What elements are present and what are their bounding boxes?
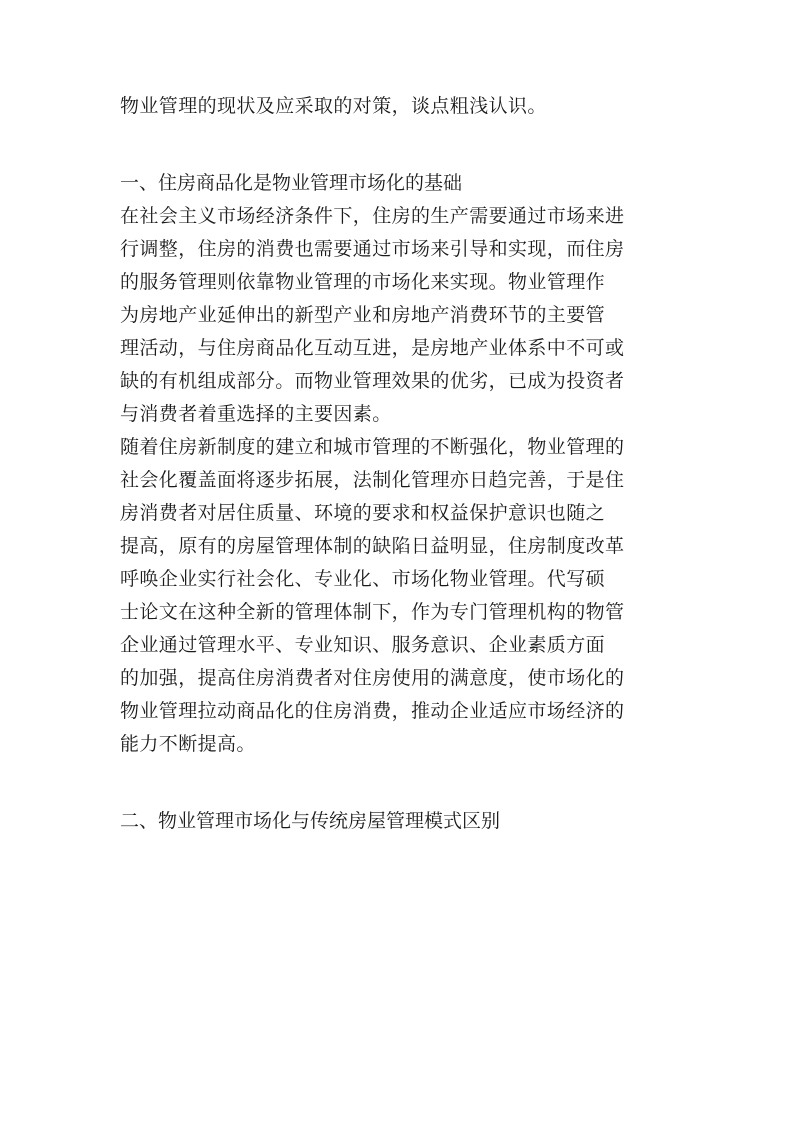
paragraph-line: 的加强，提高住房消费者对住房使用的满意度，使市场化的 — [120, 667, 625, 689]
paragraph-line: 提高，原有的房屋管理体制的缺陷日益明显，住房制度改革 — [120, 535, 625, 557]
paragraph-line: 士论文在这种全新的管理体制下，作为专门管理机构的物管 — [120, 601, 625, 623]
paragraph-line: 缺的有机组成部分。而物业管理效果的优劣，已成为投资者 — [120, 370, 625, 392]
spacer — [120, 761, 680, 805]
section-2-heading: 二、物业管理市场化与传统房屋管理模式区别 — [120, 810, 501, 832]
paragraph-line: 与消费者着重选择的主要因素。 — [120, 403, 392, 425]
paragraph-line: 物业管理拉动商品化的住房消费，推动企业适应市场经济的 — [120, 700, 625, 722]
paragraph-line: 随着住房新制度的建立和城市管理的不断强化，物业管理的 — [120, 436, 625, 458]
paragraph-line: 在社会主义市场经济条件下，住房的生产需要通过市场来进 — [120, 205, 625, 227]
section-1-heading: 一、住房商品化是物业管理市场化的基础 — [120, 172, 463, 194]
paragraph-line: 社会化覆盖面将逐步拓展，法制化管理亦日趋完善，于是住 — [120, 469, 625, 491]
paragraph-line: 呼唤企业实行社会化、专业化、市场化物业管理。代写硕 — [120, 568, 606, 590]
paragraph-line: 的服务管理则依靠物业管理的市场化来实现。物业管理作 — [120, 271, 606, 293]
intro-line: 物业管理的现状及应采取的对策，谈点粗浅认识。 — [120, 95, 547, 117]
document-body — [120, 90, 680, 838]
paragraph-line: 能力不断提高。 — [120, 733, 256, 755]
section-1-paragraph-1 — [120, 200, 680, 431]
paragraph-line: 企业通过管理水平、专业知识、服务意识、企业素质方面 — [120, 634, 606, 656]
paragraph-line: 理活动，与住房商品化互动互进，是房地产业体系中不可或 — [120, 337, 625, 359]
paragraph-line: 行调整，住房的消费也需要通过市场来引导和实现，而住房 — [120, 238, 625, 260]
section-1-paragraph-2 — [120, 431, 680, 761]
spacer — [120, 123, 680, 167]
paragraph-line: 房消费者对居住质量、环境的要求和权益保护意识也随之 — [120, 502, 606, 524]
paragraph-line: 为房地产业延伸出的新型产业和房地产消费环节的主要管 — [120, 304, 606, 326]
